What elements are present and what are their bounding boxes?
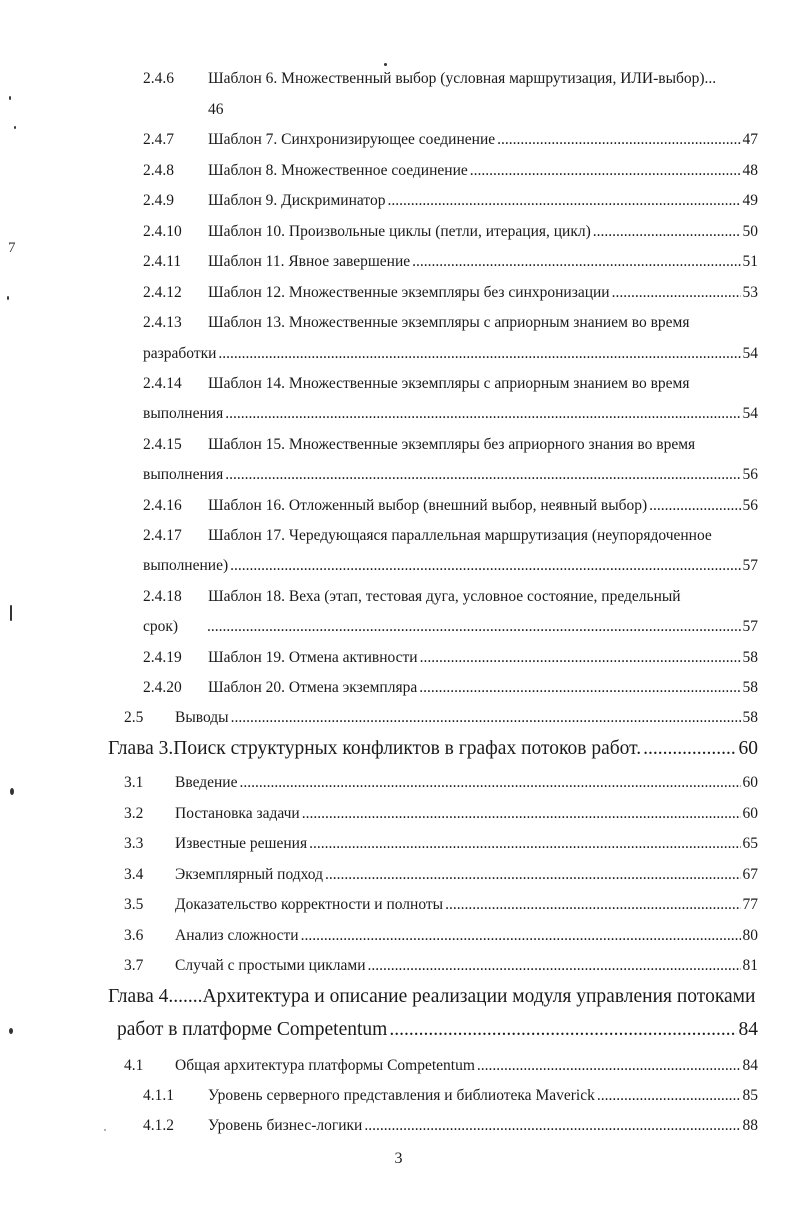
entry-page: 58: [742, 709, 758, 726]
entry-title-continuation: выполнение): [143, 557, 229, 574]
scan-speck: [9, 96, 11, 100]
toc-entry[interactable]: [0, 774, 797, 800]
toc-entry[interactable]: [0, 253, 797, 279]
toc-entry[interactable]: [0, 162, 797, 188]
entry-page: 60: [742, 774, 758, 791]
toc-entry-continuation[interactable]: [0, 345, 797, 371]
entry-number: 2.4.9: [143, 192, 174, 209]
scan-speck: [384, 63, 387, 66]
toc-entry[interactable]: [0, 223, 797, 249]
toc-entry[interactable]: [0, 835, 797, 861]
leader-dots: [309, 835, 740, 853]
toc-entry[interactable]: [0, 375, 797, 401]
entry-title: Шаблон 9. Дискриминатор: [208, 192, 386, 209]
entry-title: Шаблон 6. Множественный выбор (условная маршрутизация, ИЛИ-выбор)...: [208, 70, 717, 87]
margin-mark: 7: [8, 240, 16, 256]
entry-title: Известные решения: [175, 835, 308, 852]
chapter-title-continuation: работ в платформе Competentum: [117, 1019, 388, 1040]
entry-number: 3.5: [124, 896, 144, 913]
leader-dots: [302, 805, 741, 823]
entry-title: Шаблон 14. Множественные экземпляры с априорным знанием во время: [208, 375, 690, 392]
toc-entry[interactable]: [0, 709, 797, 735]
entry-page: 84: [742, 1057, 758, 1074]
toc-entry[interactable]: [0, 896, 797, 922]
toc-entry-continuation[interactable]: [0, 557, 797, 583]
entry-title: Шаблон 7. Синхронизирующее соединение: [208, 131, 496, 148]
leader-dots: [649, 497, 740, 515]
entry-title: Шаблон 13. Множественные экземпляры с априорным знанием во время: [208, 314, 690, 331]
leader-dots: [419, 679, 740, 697]
toc-entry[interactable]: [0, 588, 797, 614]
toc-entry[interactable]: [0, 284, 797, 310]
entry-title: Шаблон 16. Отложенный выбор (внешний выбор, неявный выбор): [208, 497, 648, 514]
entry-title: Шаблон 12. Множественные экземпляры без синхронизации: [208, 284, 610, 301]
toc-chapter[interactable]: [0, 986, 797, 1016]
entry-number: 4.1.1: [143, 1087, 174, 1104]
entry-title: Шаблон 11. Явное завершение: [208, 253, 411, 270]
chapter-title: Глава 4.......Архитектура и описание реализации модуля управления потоками: [108, 986, 756, 1007]
entry-number: 3.4: [124, 866, 144, 883]
leader-dots: [364, 1117, 740, 1135]
entry-title: Шаблон 8. Множественное соединение: [208, 162, 468, 179]
leader-dots: [239, 774, 740, 792]
leader-dots: [218, 345, 740, 363]
leader-dots: [301, 927, 741, 945]
leader-dots: [230, 557, 740, 575]
leader-dots: [597, 1087, 741, 1105]
chapter-page: 60: [738, 738, 758, 759]
entry-title: Постановка задачи: [175, 805, 300, 822]
leader-dots: [477, 1057, 741, 1075]
entry-number: 2.5: [124, 709, 144, 726]
entry-number: 2.4.12: [143, 284, 182, 301]
toc-chapter-continuation[interactable]: [0, 1019, 797, 1049]
entry-page: 53: [742, 284, 758, 301]
entry-page: 60: [742, 805, 758, 822]
leader-dots: [643, 738, 736, 760]
entry-number: 3.2: [124, 805, 144, 822]
entry-title: Доказательство корректности и полноты: [175, 896, 444, 913]
entry-page: 65: [742, 835, 758, 852]
entry-page: 85: [742, 1087, 758, 1104]
entry-number: 3.6: [124, 927, 144, 944]
entry-page: 46: [208, 101, 224, 118]
leader-dots: [470, 162, 741, 180]
entry-number: 2.4.16: [143, 497, 182, 514]
entry-page: 88: [742, 1117, 758, 1134]
entry-title: Уровень серверного представления и библиотека Maverick: [208, 1087, 595, 1104]
entry-page: 56: [742, 466, 758, 483]
entry-number: 2.4.20: [143, 679, 182, 696]
toc-entry[interactable]: [0, 1117, 797, 1143]
leader-dots: [420, 649, 741, 667]
leader-dots: [387, 192, 740, 210]
toc-entry[interactable]: [0, 866, 797, 892]
entry-number: 2.4.8: [143, 162, 174, 179]
toc-entry[interactable]: [0, 805, 797, 831]
leader-dots: [412, 253, 740, 271]
entry-number: 4.1.2: [143, 1117, 174, 1134]
entry-title: Шаблон 10. Произвольные циклы (петли, итерация, цикл): [208, 223, 591, 240]
entry-page: 58: [742, 649, 758, 666]
entry-page: 67: [742, 866, 758, 883]
toc-entry[interactable]: [0, 131, 797, 157]
page-number: 3: [394, 1150, 403, 1167]
entry-number: 2.4.18: [143, 588, 182, 605]
entry-title: Уровень бизнес-логики: [208, 1117, 363, 1134]
toc-chapter[interactable]: [0, 738, 797, 768]
entry-title: Анализ сложности: [175, 927, 299, 944]
toc-entry[interactable]: [0, 1057, 797, 1083]
chapter-title: Глава 3.Поиск структурных конфликтов в графах потоков работ.: [108, 738, 642, 759]
entry-title: Шаблон 15. Множественные экземпляры без априорного знания во время: [208, 436, 696, 453]
leader-dots: [612, 284, 741, 302]
entry-page: 77: [742, 896, 758, 913]
entry-number: 2.4.11: [143, 253, 182, 270]
entry-page: 49: [742, 192, 758, 209]
leader-dots: [445, 896, 740, 914]
entry-title: Шаблон 19. Отмена активности: [208, 649, 418, 666]
entry-number: 2.4.10: [143, 223, 182, 240]
entry-title: Выводы: [175, 709, 229, 726]
leader-dots: [368, 957, 741, 975]
leader-dots: [225, 405, 740, 423]
toc-entry[interactable]: [0, 1087, 797, 1113]
leader-dots: [325, 866, 741, 884]
entry-number: 4.1: [124, 1057, 144, 1074]
entry-number: 2.4.6: [143, 70, 174, 87]
toc-entry-continuation[interactable]: [0, 466, 797, 492]
entry-number: 2.4.13: [143, 314, 182, 331]
toc-entry[interactable]: [0, 927, 797, 953]
toc-entry[interactable]: [0, 70, 797, 96]
leader-dots: [593, 223, 741, 241]
entry-title: Шаблон 18. Веха (этап, тестовая дуга, условное состояние, предельный: [208, 588, 681, 605]
entry-page: 58: [742, 679, 758, 696]
entry-page: 57: [742, 618, 758, 635]
entry-title: Введение: [175, 774, 238, 791]
entry-title: Шаблон 20. Отмена экземпляра: [208, 679, 418, 696]
entry-title-continuation: выполнения: [143, 405, 224, 422]
entry-title-continuation: срок): [143, 618, 179, 635]
entry-number: 2.4.14: [143, 375, 182, 392]
entry-number: 3.1: [124, 774, 144, 791]
leader-dots: [231, 709, 741, 727]
entry-page: 56: [742, 497, 758, 514]
entry-title: Общая архитектура платформы Competentum: [175, 1057, 475, 1074]
toc-entry[interactable]: [0, 649, 797, 675]
toc-entry[interactable]: [0, 192, 797, 218]
entry-page: 57: [742, 557, 758, 574]
entry-title: Случай с простыми циклами: [175, 957, 366, 974]
entry-page: 47: [742, 131, 758, 148]
leader-dots: [207, 618, 741, 636]
entry-page: 81: [742, 957, 758, 974]
leader-dots: [389, 1019, 736, 1041]
entry-number: 3.3: [124, 835, 144, 852]
entry-number: 2.4.7: [143, 131, 174, 148]
chapter-page: 84: [738, 1019, 758, 1040]
entry-title-continuation: выполнения: [143, 466, 224, 483]
leader-dots: [225, 466, 740, 484]
toc-entry[interactable]: [0, 527, 797, 553]
entry-page: 54: [742, 345, 758, 362]
toc-entry[interactable]: [0, 679, 797, 705]
entry-page: 80: [742, 927, 758, 944]
toc-entry[interactable]: [0, 314, 797, 340]
toc-entry-continuation[interactable]: [0, 405, 797, 431]
toc-entry-continuation[interactable]: [0, 618, 797, 644]
leader-dots: [497, 131, 740, 149]
entry-title: Экземплярный подход: [175, 866, 323, 883]
toc-entry[interactable]: [0, 436, 797, 462]
entry-page: 50: [742, 223, 758, 240]
entry-number: 2.4.15: [143, 436, 182, 453]
toc-entry[interactable]: [0, 497, 797, 523]
entry-page: 51: [742, 253, 758, 270]
toc-entry-continuation[interactable]: [0, 101, 797, 127]
entry-page: 54: [742, 405, 758, 422]
entry-page: 48: [742, 162, 758, 179]
entry-number: 2.4.19: [143, 649, 182, 666]
entry-title: Шаблон 17. Чередующаяся параллельная маршрутизация (неупорядоченное: [208, 527, 712, 544]
entry-number: 2.4.17: [143, 527, 182, 544]
toc-entry[interactable]: [0, 957, 797, 983]
entry-number: 3.7: [124, 957, 144, 974]
entry-title-continuation: разработки: [143, 345, 217, 362]
